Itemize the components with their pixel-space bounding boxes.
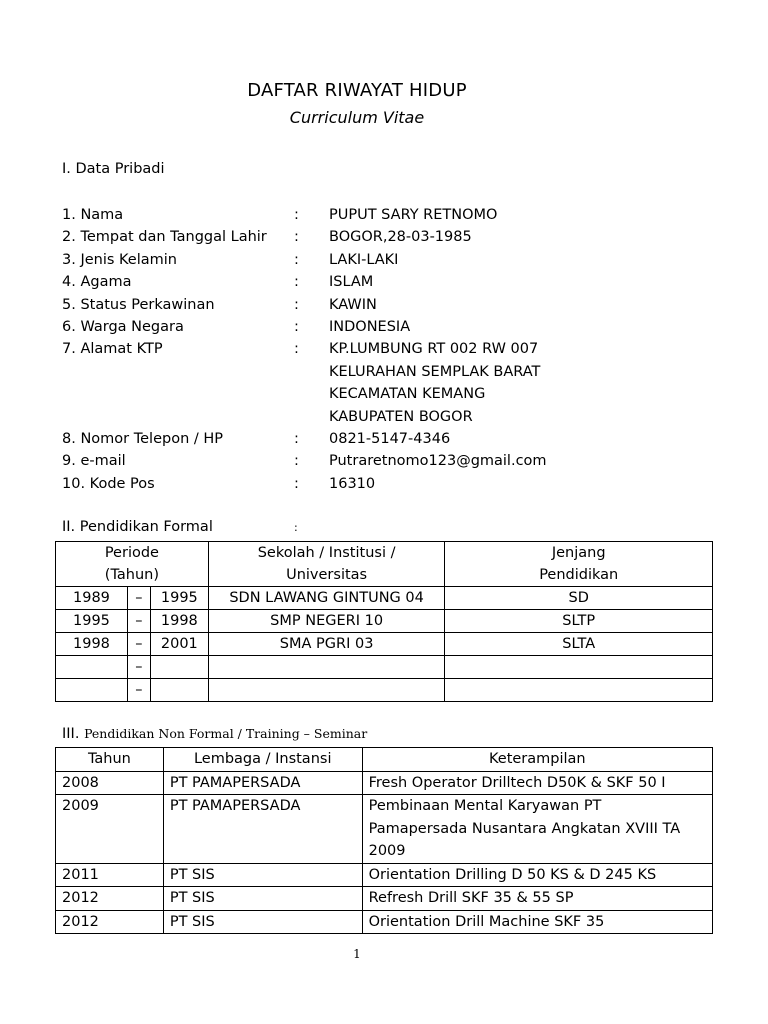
cell-level: SLTA	[445, 633, 713, 656]
section-data-pribadi-heading: I. Data Pribadi	[62, 161, 165, 177]
cell-year-from	[56, 656, 128, 679]
field-label: 2. Tempat dan Tanggal Lahir	[62, 229, 267, 246]
cell-school	[208, 656, 445, 679]
field-colon: :	[294, 341, 299, 358]
section-non-formal-heading	[62, 726, 367, 742]
section-heading-number: III.	[62, 726, 80, 742]
field-colon: :	[294, 296, 299, 313]
cell-dash: –	[127, 610, 150, 633]
cell-school	[208, 679, 445, 702]
field-label: 6. Warga Negara	[62, 318, 184, 335]
field-colon: :	[294, 274, 299, 291]
cell-dash: –	[127, 656, 150, 679]
cell-tahun: 2008	[56, 771, 164, 795]
field-colon: :	[294, 453, 299, 470]
table-row	[56, 887, 713, 911]
table-row	[56, 610, 713, 633]
table-row	[56, 771, 713, 795]
section-pendidikan-formal-heading	[62, 519, 298, 535]
cell-skill: Orientation Drill Machine SKF 35	[362, 910, 712, 934]
cell-year-to	[150, 656, 208, 679]
table-row	[56, 795, 713, 864]
field-label: 3. Jenis Kelamin	[62, 251, 177, 268]
section-heading-text: Pendidikan Non Formal / Training – Seminar	[84, 726, 368, 741]
cell-year-from	[56, 679, 128, 702]
cell-dash: –	[127, 587, 150, 610]
field-value: LAKI-LAKI	[329, 251, 399, 268]
cell-school: SDN LAWANG GINTUNG 04	[208, 587, 445, 610]
cell-level	[445, 679, 713, 702]
cell-skill: Fresh Operator Drilltech D50K & SKF 50 I	[362, 771, 712, 795]
cell-year-to: 2001	[150, 633, 208, 656]
table-row	[56, 633, 713, 656]
table-header-row	[56, 542, 713, 587]
field-value: ISLAM	[329, 274, 374, 291]
table-row	[56, 587, 713, 610]
field-value: KELURAHAN SEMPLAK BARAT	[329, 363, 541, 380]
field-colon: :	[294, 251, 299, 268]
cell-school: SMA PGRI 03	[208, 633, 445, 656]
cell-lembaga: PT PAMAPERSADA	[163, 771, 362, 795]
cell-year-from: 1998	[56, 633, 128, 656]
field-colon: :	[294, 318, 299, 335]
header-tahun: Tahun	[56, 748, 164, 772]
cell-tahun: 2012	[56, 887, 164, 911]
cell-level: SD	[445, 587, 713, 610]
field-value: Putraretnomo123@gmail.com	[329, 453, 547, 470]
field-value: PUPUT SARY RETNOMO	[329, 207, 498, 223]
field-label: 5. Status Perkawinan	[62, 296, 215, 313]
cell-year-to: 1998	[150, 610, 208, 633]
header-sekolah: Sekolah / Institusi / Universitas	[208, 542, 445, 587]
cell-school: SMP NEGERI 10	[208, 610, 445, 633]
table-row	[56, 656, 713, 679]
field-value: KABUPATEN BOGOR	[329, 408, 473, 425]
field-value: KECAMATAN KEMANG	[329, 386, 486, 403]
cell-tahun: 2012	[56, 910, 164, 934]
table-row	[56, 910, 713, 934]
cell-lembaga: PT SIS	[163, 863, 362, 887]
field-colon: :	[294, 475, 299, 492]
header-jenjang: Jenjang Pendidikan	[445, 542, 713, 587]
field-colon: :	[294, 207, 299, 223]
cell-year-to: 1995	[150, 587, 208, 610]
cell-tahun: 2009	[56, 795, 164, 864]
field-value: KP.LUMBUNG RT 002 RW 007	[329, 341, 539, 358]
field-label: 10. Kode Pos	[62, 475, 155, 492]
header-lembaga: Lembaga / Instansi	[163, 748, 362, 772]
cell-year-to	[150, 679, 208, 702]
cell-skill: Refresh Drill SKF 35 & 55 SP	[362, 887, 712, 911]
cell-year-from: 1989	[56, 587, 128, 610]
cell-level: SLTP	[445, 610, 713, 633]
table-header-row	[56, 748, 713, 772]
field-value: BOGOR,28-03-1985	[329, 229, 472, 246]
field-colon: :	[294, 229, 299, 246]
document-title: DAFTAR RIWAYAT HIDUP	[247, 80, 467, 101]
table-row	[56, 679, 713, 702]
field-value: INDONESIA	[329, 318, 411, 335]
field-label: 1. Nama	[62, 207, 124, 223]
field-label: 9. e-mail	[62, 453, 126, 470]
field-label: 8. Nomor Telepon / HP	[62, 430, 224, 447]
header-keterampilan: Keterampilan	[362, 748, 712, 772]
cell-lembaga: PT PAMAPERSADA	[163, 795, 362, 864]
field-value: 0821-5147-4346	[329, 430, 451, 447]
cell-lembaga: PT SIS	[163, 887, 362, 911]
document-subtitle: Curriculum Vitae	[289, 108, 425, 127]
cell-level	[445, 656, 713, 679]
page-number: 1	[353, 947, 361, 961]
cell-year-from: 1995	[56, 610, 128, 633]
field-label: 4. Agama	[62, 274, 132, 291]
field-value: KAWIN	[329, 296, 377, 313]
section-heading-text: II. Pendidikan Formal	[62, 519, 213, 535]
cell-skill: Orientation Drilling D 50 KS & D 245 KS	[362, 863, 712, 887]
field-colon: :	[294, 430, 299, 447]
training-table	[55, 747, 713, 934]
cell-dash: –	[127, 679, 150, 702]
table-row	[56, 863, 713, 887]
cell-lembaga: PT SIS	[163, 910, 362, 934]
cell-dash: –	[127, 633, 150, 656]
formal-education-table	[55, 541, 713, 702]
cell-tahun: 2011	[56, 863, 164, 887]
field-label: 7. Alamat KTP	[62, 341, 163, 358]
cell-skill: Pembinaan Mental Karyawan PT Pamapersada Nusantara Angkatan XVIII TA 2009	[362, 795, 712, 864]
header-periode: Periode (Tahun)	[56, 542, 209, 587]
section-heading-colon: :	[294, 521, 298, 534]
field-value: 16310	[329, 475, 376, 492]
